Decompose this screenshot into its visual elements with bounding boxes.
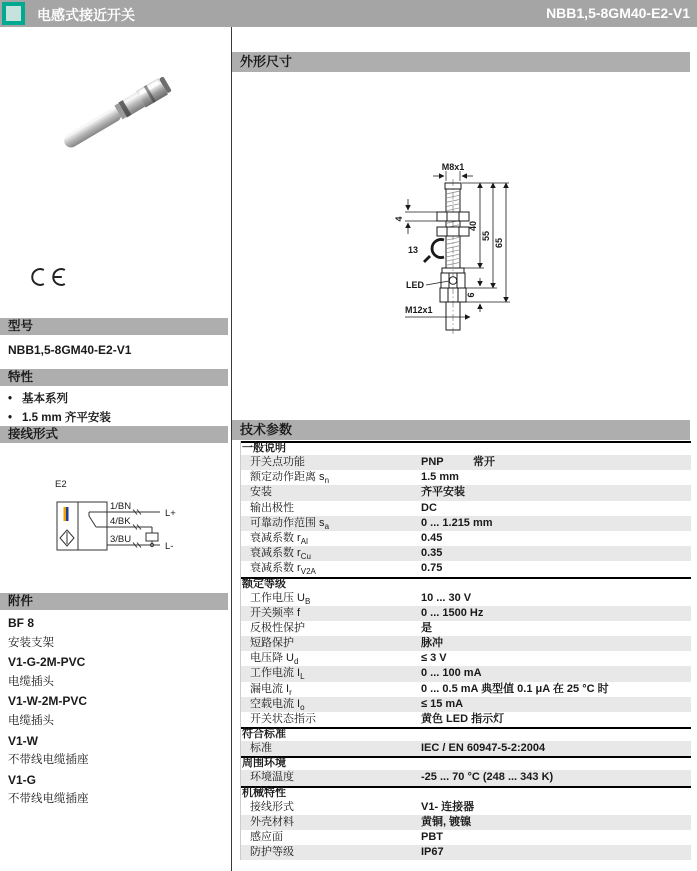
dim-label-4: 4: [394, 216, 404, 222]
tech-row-value: DC: [421, 501, 437, 514]
tech-row-value: 0.45: [421, 531, 443, 544]
dim-label-m12x1: M12x1: [405, 305, 433, 315]
column-divider: [231, 27, 232, 871]
terminal-label-lminus: L-: [165, 541, 174, 552]
tech-row: [241, 800, 691, 815]
tech-row: [241, 531, 691, 546]
accessory-description: 电缆插头: [8, 714, 54, 727]
tech-row-label: 衰减系数 $r_{Cu}$: [250, 547, 311, 562]
tech-row: [241, 830, 691, 845]
wiring-diagram: [40, 470, 220, 570]
tech-row-value: IP67: [421, 846, 444, 859]
tech-row: [241, 485, 691, 500]
tech-row: [241, 651, 691, 666]
tech-row-value: V1- 连接器: [421, 800, 475, 813]
tech-row-value: -25 ... 70 °C (248 ... 343 K): [421, 771, 554, 784]
features-section-header: 特性: [0, 369, 228, 386]
tech-row: [241, 666, 691, 681]
wrench-icon: [424, 240, 444, 263]
dim-label-m8x1: M8x1: [441, 162, 465, 172]
page-header: [0, 0, 697, 27]
tech-row-value: 脉冲: [421, 637, 443, 650]
tech-row-value: 0 ... 0.5 mA 典型值 0.1 μA 在 25 °C 时: [421, 682, 609, 695]
tech-row: [241, 770, 691, 785]
accessory-description: 不带线电缆插座: [8, 754, 89, 767]
wire-label-bk: 4/BK: [110, 516, 131, 527]
dimensions-section-header: 外形尺寸: [232, 52, 690, 72]
accessory-name: V1-W: [8, 733, 38, 748]
tech-row-label: 工作电压 $U_B$: [250, 591, 311, 606]
tech-row: [241, 712, 691, 727]
accessories-list: [8, 615, 222, 811]
tech-row-value: 黄色 LED 指示灯: [421, 713, 505, 725]
tech-row-value: 10 ... 30 V: [421, 591, 472, 604]
tech-subsection-title: 额定等级: [241, 577, 691, 591]
ce-mark: [27, 262, 73, 292]
tech-row: [241, 697, 691, 712]
product-category-icon: [2, 2, 25, 25]
tech-row-label: 标准: [250, 742, 272, 755]
tech-row-label: 外壳材料: [250, 815, 294, 828]
accessory-name: BF 8: [8, 616, 35, 630]
tech-row-label: 防护等级: [250, 846, 294, 859]
dim-label-55: 55: [481, 230, 491, 242]
connection-section-header: 接线形式: [0, 426, 228, 443]
tech-row-value: 1.5 mm: [421, 471, 459, 484]
tech-row-label: 安装: [250, 486, 272, 499]
tech-row: [241, 815, 691, 830]
tech-row: [241, 455, 691, 470]
sensor-body: [60, 75, 172, 152]
tech-row-value: 是: [421, 621, 432, 634]
tech-row-label: 衰减系数 $r_{Al}$: [250, 531, 308, 547]
tech-row: [241, 516, 691, 531]
tech-row-label: 环境温度: [250, 771, 294, 784]
tech-subsection-title: 周围环境: [241, 756, 691, 770]
accessory-name: V1-G-2M-PVC: [8, 655, 86, 670]
tech-row-label: 电压降 $U_d$: [250, 652, 299, 667]
features-list: [8, 390, 111, 427]
tech-row-value: 黄铜, 镀镍: [421, 815, 472, 828]
tech-row-value: PNP: [421, 456, 444, 468]
tech-row: [241, 591, 691, 606]
tech-row: [241, 546, 691, 561]
tech-row-value: ≤ 15 mA: [421, 697, 464, 710]
accessory-description: 电缆插头: [8, 675, 54, 688]
accessory-name: V1-G: [8, 772, 37, 787]
wire-label-bn: 1/BN: [110, 501, 132, 512]
tech-row-value: 0 ... 1.215 mm: [421, 516, 493, 529]
tech-row-label: 空载电流 $I_o$: [250, 697, 305, 712]
tech-row: [241, 636, 691, 651]
tech-row-label: 接线形式: [250, 800, 294, 813]
dim-label-6: 6: [466, 292, 476, 298]
tech-row-label: 开关频率 f: [250, 606, 301, 619]
dim-label-65: 65: [494, 237, 504, 249]
feature-item: • 基本系列: [8, 390, 111, 409]
model-section-header: 型号: [0, 318, 228, 335]
tech-subsection-title: 机械特性: [241, 786, 691, 800]
part-number: NBB1,5-8GM40-E2-V1: [546, 5, 690, 21]
tech-row: [241, 741, 691, 756]
tech-row-label: 工作电流 $I_L$: [250, 667, 305, 682]
tech-row-value: IEC / EN 60947-5-2:2004: [421, 742, 546, 755]
led-label: LED: [406, 280, 424, 290]
tech-row-value: PBT: [421, 830, 443, 843]
accessories-section-header: 附件: [0, 593, 228, 610]
dimension-drawing: [370, 140, 570, 340]
wiring-variant-label: E2: [55, 479, 67, 490]
tech-row-value: 0.35: [421, 547, 443, 560]
tech-subsection-title: 一般说明: [241, 441, 691, 455]
tech-row: [241, 561, 691, 576]
feature-item: • 1.5 mm 齐平安装: [8, 409, 111, 428]
tech-row: [241, 621, 691, 636]
tech-section-header: 技术参数: [232, 420, 690, 440]
tech-row: [241, 470, 691, 485]
tech-subsection-title: 符合标准: [241, 727, 691, 741]
dim-label-13: 13: [407, 245, 419, 255]
tech-row-value: 0 ... 1500 Hz: [421, 606, 484, 619]
tech-row-label: 输出极性: [250, 501, 294, 514]
tech-row-value: 0 ... 100 mA: [421, 667, 482, 680]
tech-row-label: 短路保护: [250, 637, 294, 650]
inductive-sensor-symbol: [64, 507, 69, 521]
model-value: NBB1,5-8GM40-E2-V1: [8, 343, 132, 357]
tech-row: [241, 606, 691, 621]
tech-row-label: 漏电流 $I_r$: [250, 682, 292, 697]
accessory-description: 安装支架: [8, 636, 54, 649]
tech-row-value: ≤ 3 V: [421, 652, 447, 665]
tech-row-label: 反极性保护: [250, 621, 305, 634]
tech-row: [241, 682, 691, 697]
led-indicator: [449, 277, 457, 285]
product-photo: [20, 46, 200, 231]
tech-row-label: 可靠动作范围 $s_a$: [250, 516, 330, 531]
tech-row-value: 齐平安装: [421, 486, 465, 499]
terminal-label-lplus: L+: [165, 508, 176, 519]
tech-row-label: 额定动作距离 $s_n$: [250, 471, 330, 486]
tech-row-label: 开关状态指示: [250, 713, 316, 725]
tech-row: [241, 501, 691, 516]
tech-row-value: 0.75: [421, 562, 443, 575]
wire-label-bu: 3/BU: [110, 534, 132, 545]
accessory-name: V1-W-2M-PVC: [8, 694, 88, 709]
tech-row-label: 开关点功能: [250, 456, 305, 468]
tech-table: [240, 441, 691, 860]
tech-row-label: 感应面: [250, 830, 283, 843]
accessory-description: 不带线电缆插座: [8, 793, 89, 806]
tech-row: [241, 845, 691, 860]
tech-row-value-2: 常开: [473, 456, 495, 468]
page-title: 电感式接近开关: [37, 7, 135, 23]
tech-row-label: 衰减系数 $r_{V2A}$: [250, 562, 316, 577]
dim-label-40: 40: [468, 220, 478, 232]
